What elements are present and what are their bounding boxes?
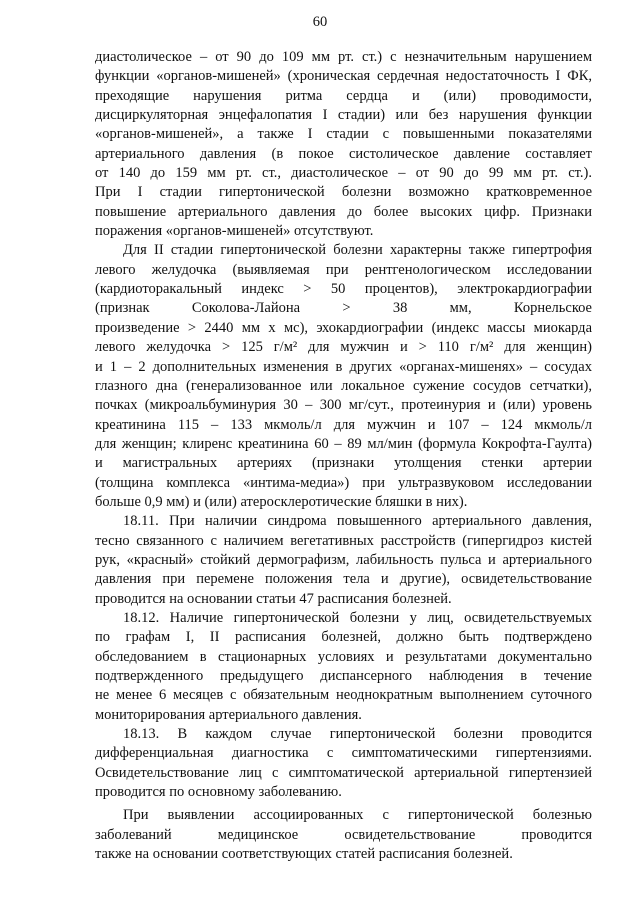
text-line: Освидетельствование лиц с симптоматической артериальной гипертензией — [95, 764, 592, 781]
text-line: При I стадии гипертонической болезни возможно кратковременное — [95, 184, 592, 201]
text-line: (кардиоторакальный индекс > 50 процентов), электрокардиографии — [95, 281, 592, 298]
text-line: диастолическое – от 90 до 109 мм рт. ст.) с незначительным нарушением — [95, 49, 592, 65]
text-line: также на основании соответствующих статей расписания болезней. — [95, 846, 513, 863]
text-line: проводится на основании статьи 47 расписания болезней. — [95, 590, 452, 607]
text-line: не менее 6 месяцев с обязательным неоднократным выполнением суточного — [95, 687, 592, 704]
text-line: дисциркуляторная энцефалопатия I стадии) или без нарушения функции — [95, 107, 592, 124]
text-line: преходящие нарушения ритма сердца и (или) проводимости, — [95, 87, 592, 104]
text-line: и магистральных артериях (признаки утолщения стенки артерии — [95, 455, 592, 472]
text-line: 18.12. Наличие гипертонической болезни у лиц, освидетельствуемых — [123, 609, 592, 626]
text-line: функции «органов-мишеней» (хроническая сердечная недостаточность I ФК, — [95, 68, 592, 85]
text-line: рук, «красный» стойкий дермографизм, лабильность пульса и артериального — [95, 551, 592, 568]
text-line: При выявлении ассоциированных с гипертонической болезнью — [123, 807, 592, 824]
text-line: мониторирования артериального давления. — [95, 706, 362, 723]
text-line: Для II стадии гипертонической болезни характерны также гипертрофия — [123, 242, 592, 259]
text-line: повышение артериального давления до более высоких цифр. Признаки — [95, 203, 592, 220]
text-line: произведение > 2440 мм х мс), эхокардиографии (индекс массы миокарда — [95, 319, 592, 336]
text-line: от 140 до 159 мм рт. ст., диастолическое – от 90 до 99 мм рт. ст.). — [95, 165, 592, 182]
text-line: тесно связанного с наличием вегетативных расстройств (гипергидроз кистей — [95, 532, 592, 549]
text-line: 18.11. При наличии синдрома повышенного артериального давления, — [123, 513, 592, 530]
text-line: поражения «органов-мишеней» отсутствуют. — [95, 223, 374, 240]
text-line: подтвержденного предыдущего диспансерного наблюдения в течение — [95, 668, 592, 684]
paragraph — [95, 609, 592, 725]
text-line: (толщина комплекса «интима-медиа») при ультразвуковом исследовании — [95, 474, 592, 491]
text-line: глазного дна (генерализованное или локальное сужение сосудов сетчатки), — [95, 377, 592, 394]
paragraph — [95, 48, 592, 241]
text-line: давления при перемене положения тела и другие), освидетельствование — [95, 571, 592, 588]
text-line: левого желудочка (выявляемая при рентгенологическом исследовании — [95, 261, 592, 278]
text-line: «органов-мишеней», а также I стадии с повышенными показателями — [95, 126, 592, 143]
page-number: 60 — [312, 14, 328, 30]
paragraph — [95, 512, 592, 609]
text-line: обследованием в стационарных условиях и результатами документально — [95, 648, 592, 665]
text-line: (признак Соколова-Лайона > 38 мм, Корнельское — [95, 300, 592, 317]
text-line: 18.13. В каждом случае гипертонической болезни проводится — [123, 726, 592, 743]
paragraph — [95, 725, 592, 802]
text-line: для женщин; клиренс креатинина 60 – 89 мл/мин (формула Кокрофта-Гаулта) — [95, 435, 592, 452]
text-line: левого желудочка > 125 г/м² для мужчин и > 110 г/м² для женщин) — [95, 339, 592, 356]
paragraph — [95, 806, 592, 864]
text-line: креатинина 115 – 133 мкмоль/л для мужчин и 107 – 124 мкмоль/л — [95, 416, 592, 433]
text-line: артериального давления (в покое систолическое давление составляет — [95, 145, 592, 162]
text-line: больше 0,9 мм) и (или) атеросклеротические бляшки в них). — [95, 493, 468, 510]
paragraph — [95, 241, 592, 512]
document-body — [95, 48, 592, 864]
text-line: и 1 – 2 дополнительных изменения в других «органах-мишенях» – сосудах — [95, 358, 592, 375]
text-line: проводится по основному заболеванию. — [95, 784, 342, 801]
text-line: заболеваний медицинское освидетельствование проводится — [95, 826, 592, 843]
text-line: почках (микроальбуминурия 30 – 300 мг/сут., протеинурия и (или) уровень — [95, 397, 592, 414]
text-line: по графам I, II расписания болезней, должно быть подтверждено — [95, 629, 592, 646]
text-line: дифференциальная диагностика с симптоматическими гипертензиями. — [95, 745, 592, 762]
